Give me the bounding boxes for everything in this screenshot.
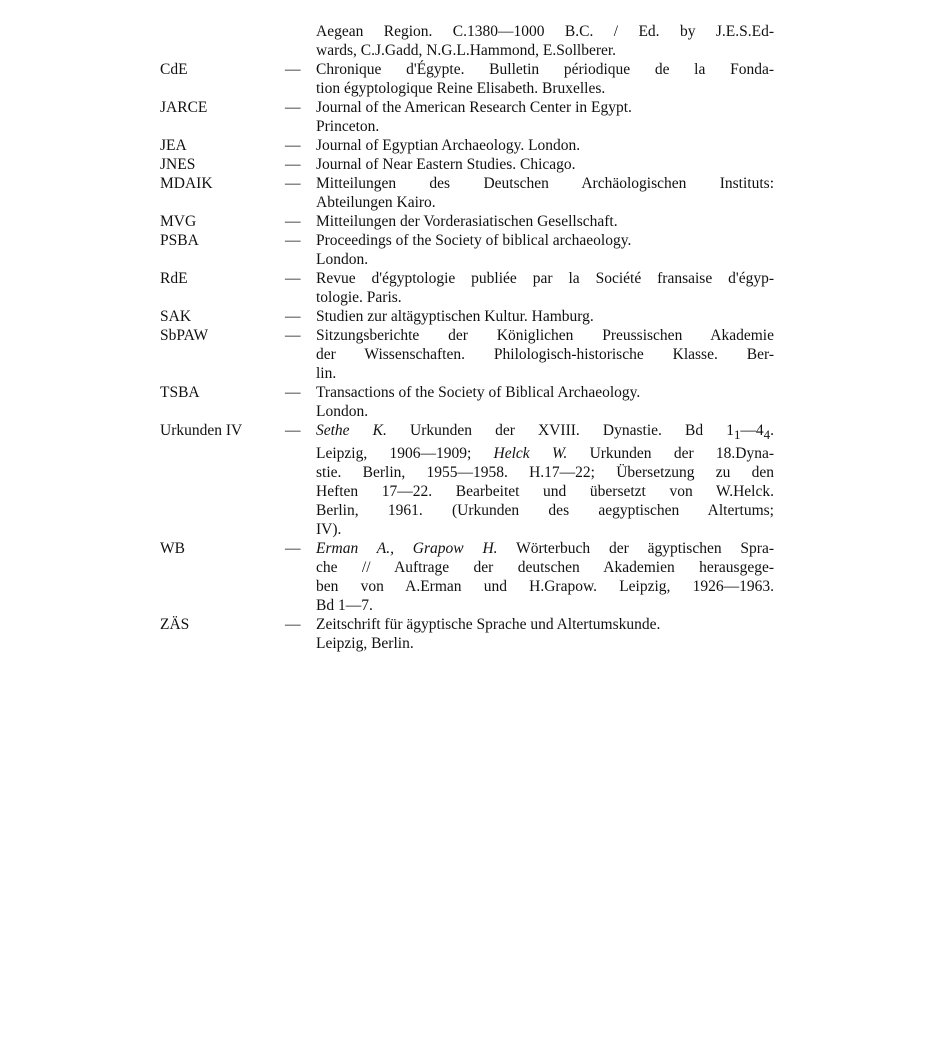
- text-line: Transactions of the Society of Biblical Archaeology.: [316, 384, 641, 401]
- abbreviation: WB: [160, 540, 185, 558]
- text-line: Leipzig, 1906—1909; Helck W. Urkunden der 18.Dyna-: [316, 445, 774, 463]
- text-line: stie. Berlin, 1955—1958. H.17—22; Übersetzung zu den: [316, 464, 774, 482]
- abbreviation-entry: [160, 60, 780, 98]
- entry-description: [316, 539, 774, 615]
- abbreviation: SbPAW: [160, 327, 209, 344]
- text-line: Mitteilungen der Vorderasiatischen Gesellschaft.: [316, 213, 618, 230]
- author-name: Sethe K.: [316, 422, 387, 439]
- entry-description: [316, 174, 774, 212]
- abbreviation: Urkunden IV: [160, 422, 243, 439]
- text-line: Journal of Egyptian Archaeology. London.: [316, 137, 581, 154]
- abbreviation: TSBA: [160, 384, 200, 401]
- abbreviation: MDAIK: [160, 175, 213, 192]
- dash-separator: —: [285, 232, 301, 249]
- abbreviation-entry: [160, 383, 780, 421]
- text-line: Heften 17—22. Bearbeitet und übersetzt von W.Helck.: [316, 483, 774, 501]
- entry-description: [316, 155, 774, 174]
- text-line: Bd 1—7.: [316, 597, 373, 615]
- entry-description: [316, 383, 774, 421]
- text-line: Aegean Region. C.1380—1000 B.C. / Ed. by J.E.S.Ed-: [316, 23, 774, 40]
- text-line: Berlin, 1961. (Urkunden des aegyptischen Altertums;: [316, 502, 774, 520]
- abbreviation: PSBA: [160, 232, 199, 249]
- entry-description: [316, 269, 774, 307]
- abbreviation-entry: [160, 212, 780, 231]
- entry-description: [316, 231, 774, 269]
- dash-separator: —: [285, 137, 301, 154]
- text-line: Revue d'égyptologie publiée par la Société fransaise d'égyp-: [316, 270, 774, 287]
- dash-separator: —: [285, 308, 301, 325]
- text-line: Proceedings of the Society of biblical archaeology.: [316, 232, 632, 249]
- dash-separator: —: [285, 270, 301, 287]
- abbreviation: CdE: [160, 61, 188, 78]
- text-line: IV).: [316, 521, 342, 539]
- text-line: Journal of the American Research Center in Egypt.: [316, 99, 632, 116]
- abbreviation-entry: [160, 615, 780, 653]
- entry-description: [316, 212, 774, 231]
- continuation-text: [160, 22, 780, 60]
- author-name: Helck W.: [493, 445, 568, 463]
- abbreviation-entry: [160, 98, 780, 136]
- dash-separator: —: [285, 327, 301, 344]
- dash-separator: —: [285, 384, 301, 401]
- text-line: Abteilungen Kairo.: [316, 194, 436, 211]
- dash-separator: —: [285, 156, 301, 173]
- text-line: ben von A.Erman und H.Grapow. Leipzig, 1926—1963.: [316, 578, 774, 596]
- text-line: Erman A., Grapow H. Wörterbuch der ägyptischen Spra-: [316, 540, 775, 558]
- entry-description: [316, 136, 774, 155]
- dash-separator: —: [285, 175, 301, 192]
- abbreviation: JNES: [160, 156, 196, 173]
- dash-separator: —: [285, 99, 301, 116]
- text-line: Mitteilungen des Deutschen Archäologischen Instituts:: [316, 175, 774, 192]
- text-line: lin.: [316, 365, 337, 382]
- text-line: wards, C.J.Gadd, N.G.L.Hammond, E.Sollberer.: [316, 42, 617, 59]
- abbreviation-entry: [160, 155, 780, 174]
- abbreviation: ZÄS: [160, 616, 190, 634]
- text-line: Chronique d'Égypte. Bulletin périodique de la Fonda-: [316, 61, 774, 78]
- text-line: Leipzig, Berlin.: [316, 635, 414, 653]
- entry-description: [316, 615, 774, 653]
- abbreviation-entry: [160, 269, 780, 307]
- entry-description: [316, 60, 774, 98]
- dash-separator: —: [285, 61, 301, 78]
- abbreviation: SAK: [160, 308, 192, 325]
- text-line: Sitzungsberichte der Königlichen Preussischen Akademie: [316, 327, 774, 344]
- abbreviation-entry: [160, 174, 780, 212]
- dash-separator: —: [285, 213, 301, 230]
- text-line: Sethe K. Urkunden der XVIII. Dynastie. Bd $1_1—4_4$.: [316, 422, 774, 443]
- text-line: che // Auftrage der deutschen Akademien herausgege-: [316, 559, 774, 577]
- text-line: der Wissenschaften. Philologisch-historische Klasse. Ber-: [316, 346, 774, 363]
- abbreviation-entry: [160, 326, 780, 383]
- abbreviation-entry: [160, 136, 780, 155]
- dash-separator: —: [285, 422, 301, 439]
- text-line: Zeitschrift für ägyptische Sprache und Altertumskunde.: [316, 616, 661, 634]
- text-line: Studien zur altägyptischen Kultur. Hamburg.: [316, 308, 594, 325]
- text-line: tologie. Paris.: [316, 289, 402, 306]
- dash-separator: —: [285, 616, 301, 634]
- author-name: Erman A., Grapow H.: [316, 540, 498, 558]
- abbreviation-entry: [160, 421, 780, 539]
- text-line: Journal of Near Eastern Studies. Chicago.: [316, 156, 576, 173]
- abbreviation-list: [160, 22, 780, 653]
- entry-description: [316, 421, 774, 539]
- abbreviation-entry: [160, 539, 780, 615]
- dash-separator: —: [285, 540, 301, 558]
- abbreviation: JEA: [160, 137, 187, 154]
- abbreviation-entry: [160, 307, 780, 326]
- abbreviation-entry: [160, 231, 780, 269]
- entry-description: [316, 326, 774, 383]
- text-line: London.: [316, 403, 369, 420]
- abbreviation: RdE: [160, 270, 188, 287]
- entry-description: [316, 98, 774, 136]
- text-line: Princeton.: [316, 118, 380, 135]
- text-line: tion égyptologique Reine Elisabeth. Bruxelles.: [316, 80, 606, 97]
- entry-description: [316, 307, 774, 326]
- abbreviation: MVG: [160, 213, 197, 230]
- abbreviation: JARCE: [160, 99, 208, 116]
- text-line: London.: [316, 251, 369, 268]
